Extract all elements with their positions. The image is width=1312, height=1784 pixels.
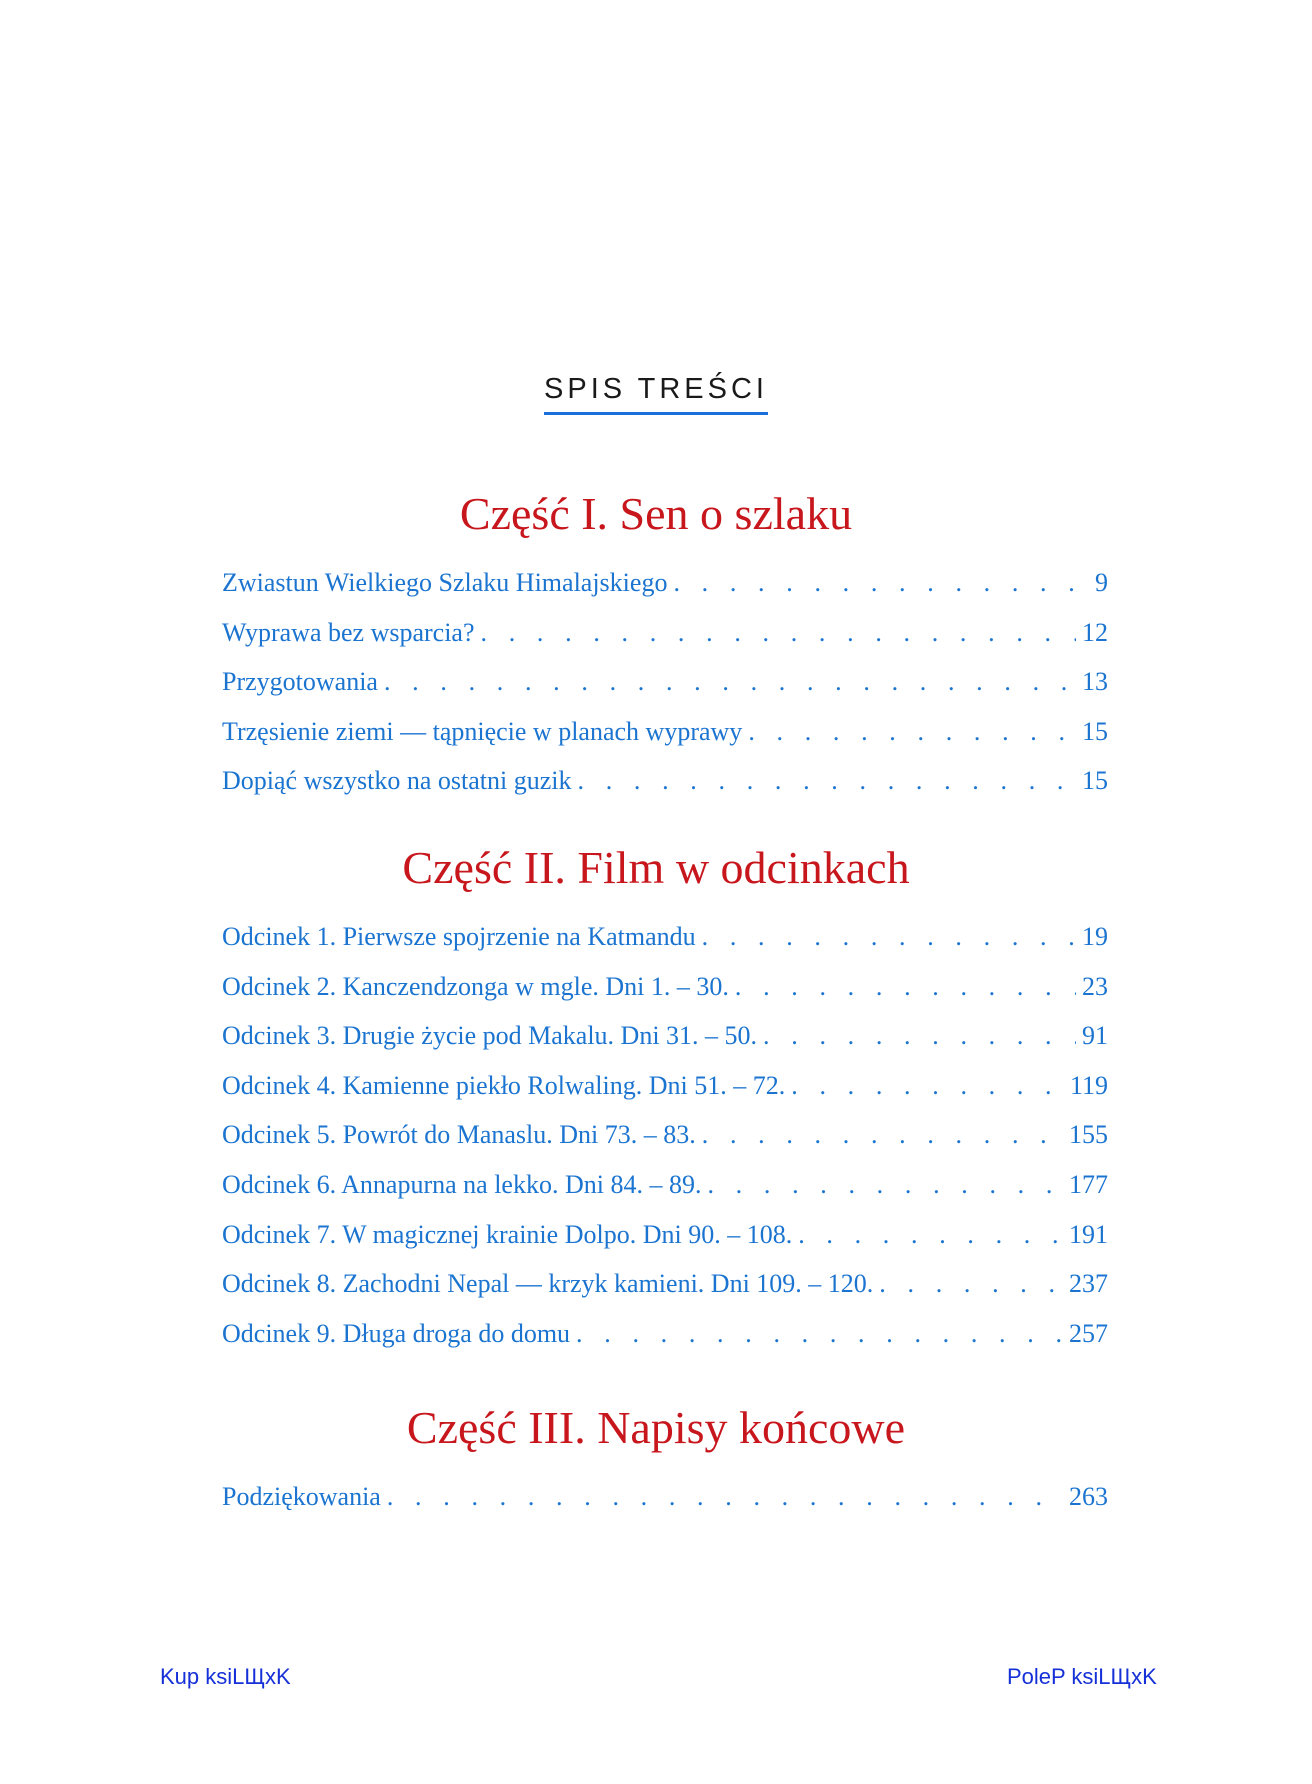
entry-page: 263 xyxy=(1069,1482,1108,1511)
toc-entry[interactable] xyxy=(222,1482,1108,1532)
toc-entry[interactable] xyxy=(222,717,1108,767)
entry-title: Przygotowania xyxy=(222,667,378,697)
entry-page: 12 xyxy=(1082,617,1108,647)
dot-leader xyxy=(673,568,1089,598)
part-title-3: Część III. Napisy końcowe xyxy=(406,1402,906,1453)
dot-leader xyxy=(707,1170,1063,1200)
entry-title: Odcinek 7. W magicznej krainie Dolpo. Dni 90. – 108. xyxy=(222,1219,793,1249)
dot-leader xyxy=(702,922,1076,952)
toc-entry[interactable] xyxy=(222,1021,1108,1071)
dot-leader xyxy=(384,667,1076,697)
entry-page: 9 xyxy=(1095,568,1108,597)
entry-page: 15 xyxy=(1082,766,1108,796)
toc-entry[interactable] xyxy=(222,667,1108,717)
dot-leader xyxy=(735,972,1076,1002)
toc-entry[interactable] xyxy=(222,568,1108,618)
entry-title: Odcinek 8. Zachodni Nepal — krzyk kamieni. Dni 109. – 120. xyxy=(222,1269,874,1299)
toc-entry[interactable] xyxy=(222,1319,1108,1369)
entry-page: 119 xyxy=(1069,1070,1108,1100)
entry-page: 177 xyxy=(1069,1169,1108,1199)
toc-list-part-3 xyxy=(222,1482,1108,1532)
entry-page: 23 xyxy=(1082,971,1108,1001)
entry-page: 191 xyxy=(1069,1219,1108,1249)
entry-title: Odcinek 9. Długa droga do domu xyxy=(222,1318,571,1348)
toc-entry[interactable] xyxy=(222,1269,1108,1319)
toc-entry[interactable] xyxy=(222,1071,1108,1121)
entry-title: Odcinek 5. Powrót do Manaslu. Dni 73. – 83. xyxy=(222,1120,696,1150)
toc-entry[interactable] xyxy=(222,1120,1108,1170)
recommend-book-link[interactable]: PoleP ksiLЩxK xyxy=(1007,1664,1157,1689)
toc-entry[interactable] xyxy=(222,618,1108,668)
dot-leader xyxy=(702,1120,1063,1150)
entry-page: 91 xyxy=(1082,1021,1108,1051)
entry-title: Odcinek 1. Pierwsze spojrzenie na Katmandu xyxy=(222,922,696,951)
entry-title: Zwiastun Wielkiego Szlaku Himalajskiego xyxy=(222,568,668,597)
entry-title: Odcinek 2. Kanczendzonga w mgle. Dni 1. – 30. xyxy=(222,971,729,1001)
entry-page: 155 xyxy=(1069,1120,1108,1150)
entry-page: 15 xyxy=(1082,716,1108,746)
dot-leader xyxy=(798,1220,1063,1250)
buy-book-link[interactable]: Kup ksiLЩxK xyxy=(160,1664,291,1689)
dot-leader xyxy=(763,1021,1076,1051)
dot-leader xyxy=(576,1319,1063,1349)
part-title-2: Część II. Film w odcinkach xyxy=(402,842,910,893)
toc-entry[interactable] xyxy=(222,922,1108,972)
dot-leader xyxy=(387,1482,1063,1512)
dot-leader xyxy=(578,766,1077,796)
entry-page: 19 xyxy=(1082,922,1108,951)
part-title-1: Część I. Sen o szlaku xyxy=(459,488,853,539)
dot-leader xyxy=(481,618,1076,648)
dot-leader xyxy=(748,717,1076,747)
entry-title: Odcinek 4. Kamienne piekło Rolwaling. Dni 51. – 72. xyxy=(222,1070,786,1100)
toc-entry[interactable] xyxy=(222,972,1108,1022)
entry-page: 257 xyxy=(1069,1318,1108,1348)
toc-entry[interactable] xyxy=(222,766,1108,816)
entry-title: Odcinek 6. Annapurna na lekko. Dni 84. – 89. xyxy=(222,1169,702,1199)
entry-page: 13 xyxy=(1082,667,1108,697)
toc-list-part-2 xyxy=(222,922,1108,1368)
dot-leader xyxy=(879,1269,1063,1299)
entry-title: Dopiąć wszystko na ostatni guzik xyxy=(222,766,572,796)
entry-title: Odcinek 3. Drugie życie pod Makalu. Dni 31. – 50. xyxy=(222,1021,758,1051)
entry-title: Trzęsienie ziemi — tąpnięcie w planach wyprawy xyxy=(222,716,743,746)
toc-heading: SPIS TREŚCI xyxy=(544,372,768,415)
dot-leader xyxy=(791,1071,1064,1101)
toc-entry[interactable] xyxy=(222,1170,1108,1220)
entry-title: Podziękowania xyxy=(222,1482,381,1511)
entry-title: Wyprawa bez wsparcia? xyxy=(222,617,475,647)
entry-page: 237 xyxy=(1069,1269,1108,1299)
toc-list-part-1 xyxy=(222,568,1108,816)
toc-entry[interactable] xyxy=(222,1220,1108,1270)
toc-heading-wrap xyxy=(0,372,1312,415)
